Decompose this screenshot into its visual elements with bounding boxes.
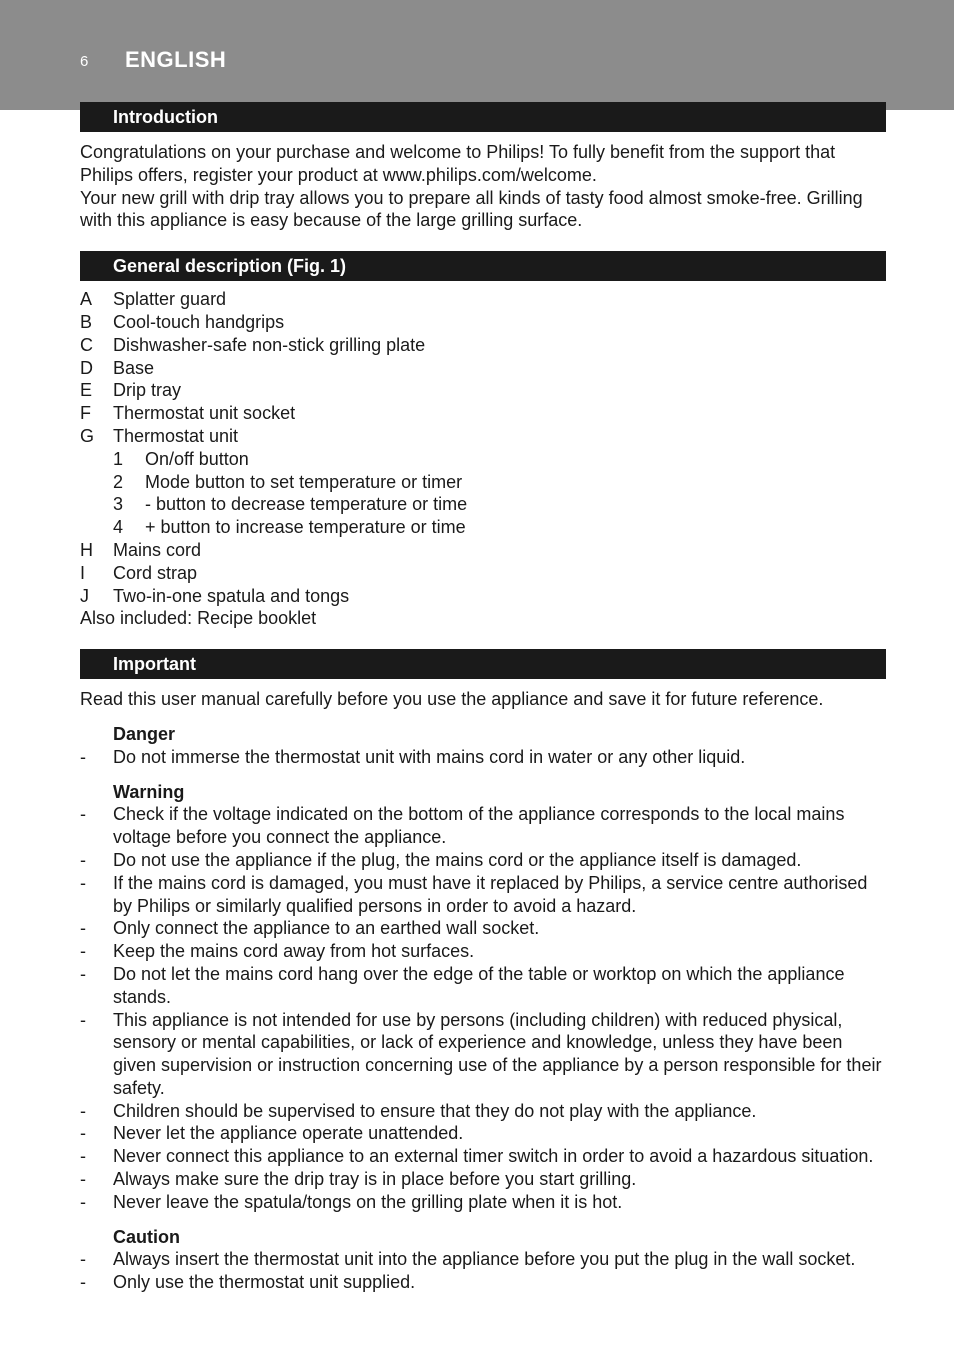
item-text: Check if the voltage indicated on the bottom of the appliance corresponds to the local mains voltage before you connect the appliance.	[113, 804, 845, 848]
intro-paragraph: Congratulations on your purchase and welcome to Philips! To fully benefit from the support that Philips offers, register your product at www.philips.com/welcome.	[80, 142, 836, 185]
danger-heading: Danger	[113, 723, 176, 744]
item-text: This appliance is not intended for use by persons (including children) with reduced physical, sensory or mental capabilities, or lack of experience and knowledge, unless they have been given supervision or instruction concerning use of the appliance by a person responsible for their safety.	[113, 1009, 882, 1098]
item-text: Two-in-one spatula and tongs	[113, 585, 350, 606]
item-label: F	[80, 403, 91, 424]
list-item	[80, 562, 886, 585]
introduction-body	[80, 141, 886, 232]
item-text: Do not let the mains cord hang over the edge of the table or worktop on which the appliance stands.	[113, 963, 845, 1007]
item-text: Splatter guard	[113, 289, 227, 310]
sub-item-text: - button to decrease temperature or time	[145, 494, 468, 515]
item-label: D	[80, 357, 93, 378]
bullet-dash: -	[80, 941, 86, 962]
item-text: Never connect this appliance to an external timer switch in order to avoid a hazardous situation.	[113, 1146, 874, 1167]
section-heading-important: Important	[80, 649, 886, 679]
bullet-dash: -	[80, 1123, 86, 1144]
sub-item-text: Mode button to set temperature or timer	[145, 471, 463, 492]
list-item	[80, 872, 886, 918]
sub-list-item	[80, 516, 886, 539]
list-item	[80, 963, 886, 1009]
item-text: Only use the thermostat unit supplied.	[113, 1272, 416, 1293]
list-item	[80, 1122, 886, 1145]
page-number: 6	[80, 53, 89, 70]
item-label: B	[80, 311, 93, 332]
section-heading-introduction: Introduction	[80, 102, 886, 132]
list-item	[80, 311, 886, 334]
item-text: Keep the mains cord away from hot surfaces.	[113, 941, 475, 962]
item-text: Mains cord	[113, 539, 202, 560]
sub-item-label: 4	[113, 517, 124, 538]
bullet-dash: -	[80, 1169, 86, 1190]
item-label: E	[80, 380, 93, 401]
item-text: Do not use the appliance if the plug, the mains cord or the appliance itself is damaged.	[113, 849, 802, 870]
bullet-dash: -	[80, 746, 86, 767]
list-item	[80, 803, 886, 849]
list-item	[80, 1248, 886, 1271]
item-text: Do not immerse the thermostat unit with mains cord in water or any other liquid.	[113, 746, 746, 767]
item-label: H	[80, 539, 93, 560]
item-label: G	[80, 425, 95, 446]
list-item	[80, 334, 886, 357]
bullet-dash: -	[80, 872, 86, 893]
sub-list-item	[80, 448, 886, 471]
item-text: Always make sure the drip tray is in place before you start grilling.	[113, 1169, 637, 1190]
item-text: Thermostat unit socket	[113, 403, 296, 424]
item-label: I	[80, 562, 86, 583]
warning-list	[80, 803, 886, 1213]
important-intro: Read this user manual carefully before you use the appliance and save it for future reference.	[80, 689, 824, 710]
list-item	[80, 402, 886, 425]
header-band	[0, 0, 954, 110]
sub-list-item	[80, 471, 886, 494]
item-text: Never leave the spatula/tongs on the grilling plate when it is hot.	[113, 1191, 623, 1212]
bullet-dash: -	[80, 1100, 86, 1121]
item-text: Dishwasher-safe non-stick grilling plate	[113, 334, 426, 355]
bullet-dash: -	[80, 804, 86, 825]
list-item	[80, 849, 886, 872]
list-item	[80, 1100, 886, 1123]
item-label: A	[80, 289, 93, 310]
item-text: Cool-touch handgrips	[113, 311, 285, 332]
item-text: Cord strap	[113, 562, 198, 583]
sub-item-label: 2	[113, 471, 124, 492]
list-item	[80, 1009, 886, 1100]
caution-list	[80, 1248, 886, 1294]
list-item	[80, 288, 886, 311]
bullet-dash: -	[80, 1191, 86, 1212]
bullet-dash: -	[80, 1009, 86, 1030]
bullet-dash: -	[80, 918, 86, 939]
item-text: If the mains cord is damaged, you must have it replaced by Philips, a service centre authorised by Philips or similarly qualified persons in order to avoid a hazard.	[113, 872, 868, 916]
sub-list-item	[80, 493, 886, 516]
bullet-dash: -	[80, 1249, 86, 1270]
item-text: Never let the appliance operate unattended.	[113, 1123, 464, 1144]
list-item	[80, 940, 886, 963]
sub-item-label: 1	[113, 448, 124, 469]
list-item	[80, 917, 886, 940]
also-included-text: Also included: Recipe booklet	[80, 608, 317, 629]
item-label: C	[80, 334, 93, 355]
sub-item-text: + button to increase temperature or time	[145, 517, 466, 538]
list-item	[80, 1168, 886, 1191]
item-label: J	[80, 585, 89, 606]
bullet-dash: -	[80, 849, 86, 870]
list-item	[80, 585, 886, 608]
sub-item-text: On/off button	[145, 448, 249, 469]
item-text: Only connect the appliance to an earthed wall socket.	[113, 918, 540, 939]
item-text: Always insert the thermostat unit into the appliance before you put the plug in the wall socket.	[113, 1249, 856, 1270]
bullet-dash: -	[80, 1146, 86, 1167]
item-text: Base	[113, 357, 155, 378]
bullet-dash: -	[80, 963, 86, 984]
list-item	[80, 1271, 886, 1294]
language-heading: ENGLISH	[125, 47, 227, 72]
list-item	[80, 357, 886, 380]
intro-paragraph: Your new grill with drip tray allows you to prepare all kinds of tasty food almost smoke-free. Grilling with this appliance is easy because of the large grilling surface.	[80, 187, 863, 231]
danger-list	[80, 746, 886, 769]
list-item	[80, 1145, 886, 1168]
list-item	[80, 425, 886, 448]
list-item	[80, 1191, 886, 1214]
page-content	[80, 102, 886, 1294]
warning-heading: Warning	[113, 781, 185, 802]
item-text: Drip tray	[113, 380, 182, 401]
list-item	[80, 746, 886, 769]
section-heading-general-description: General description (Fig. 1)	[80, 251, 886, 281]
item-text: Children should be supervised to ensure that they do not play with the appliance.	[113, 1100, 757, 1121]
caution-heading: Caution	[113, 1226, 180, 1247]
list-item	[80, 379, 886, 402]
item-text: Thermostat unit	[113, 425, 239, 446]
bullet-dash: -	[80, 1272, 86, 1293]
parts-list	[80, 288, 886, 630]
sub-item-label: 3	[113, 494, 124, 515]
list-item	[80, 539, 886, 562]
